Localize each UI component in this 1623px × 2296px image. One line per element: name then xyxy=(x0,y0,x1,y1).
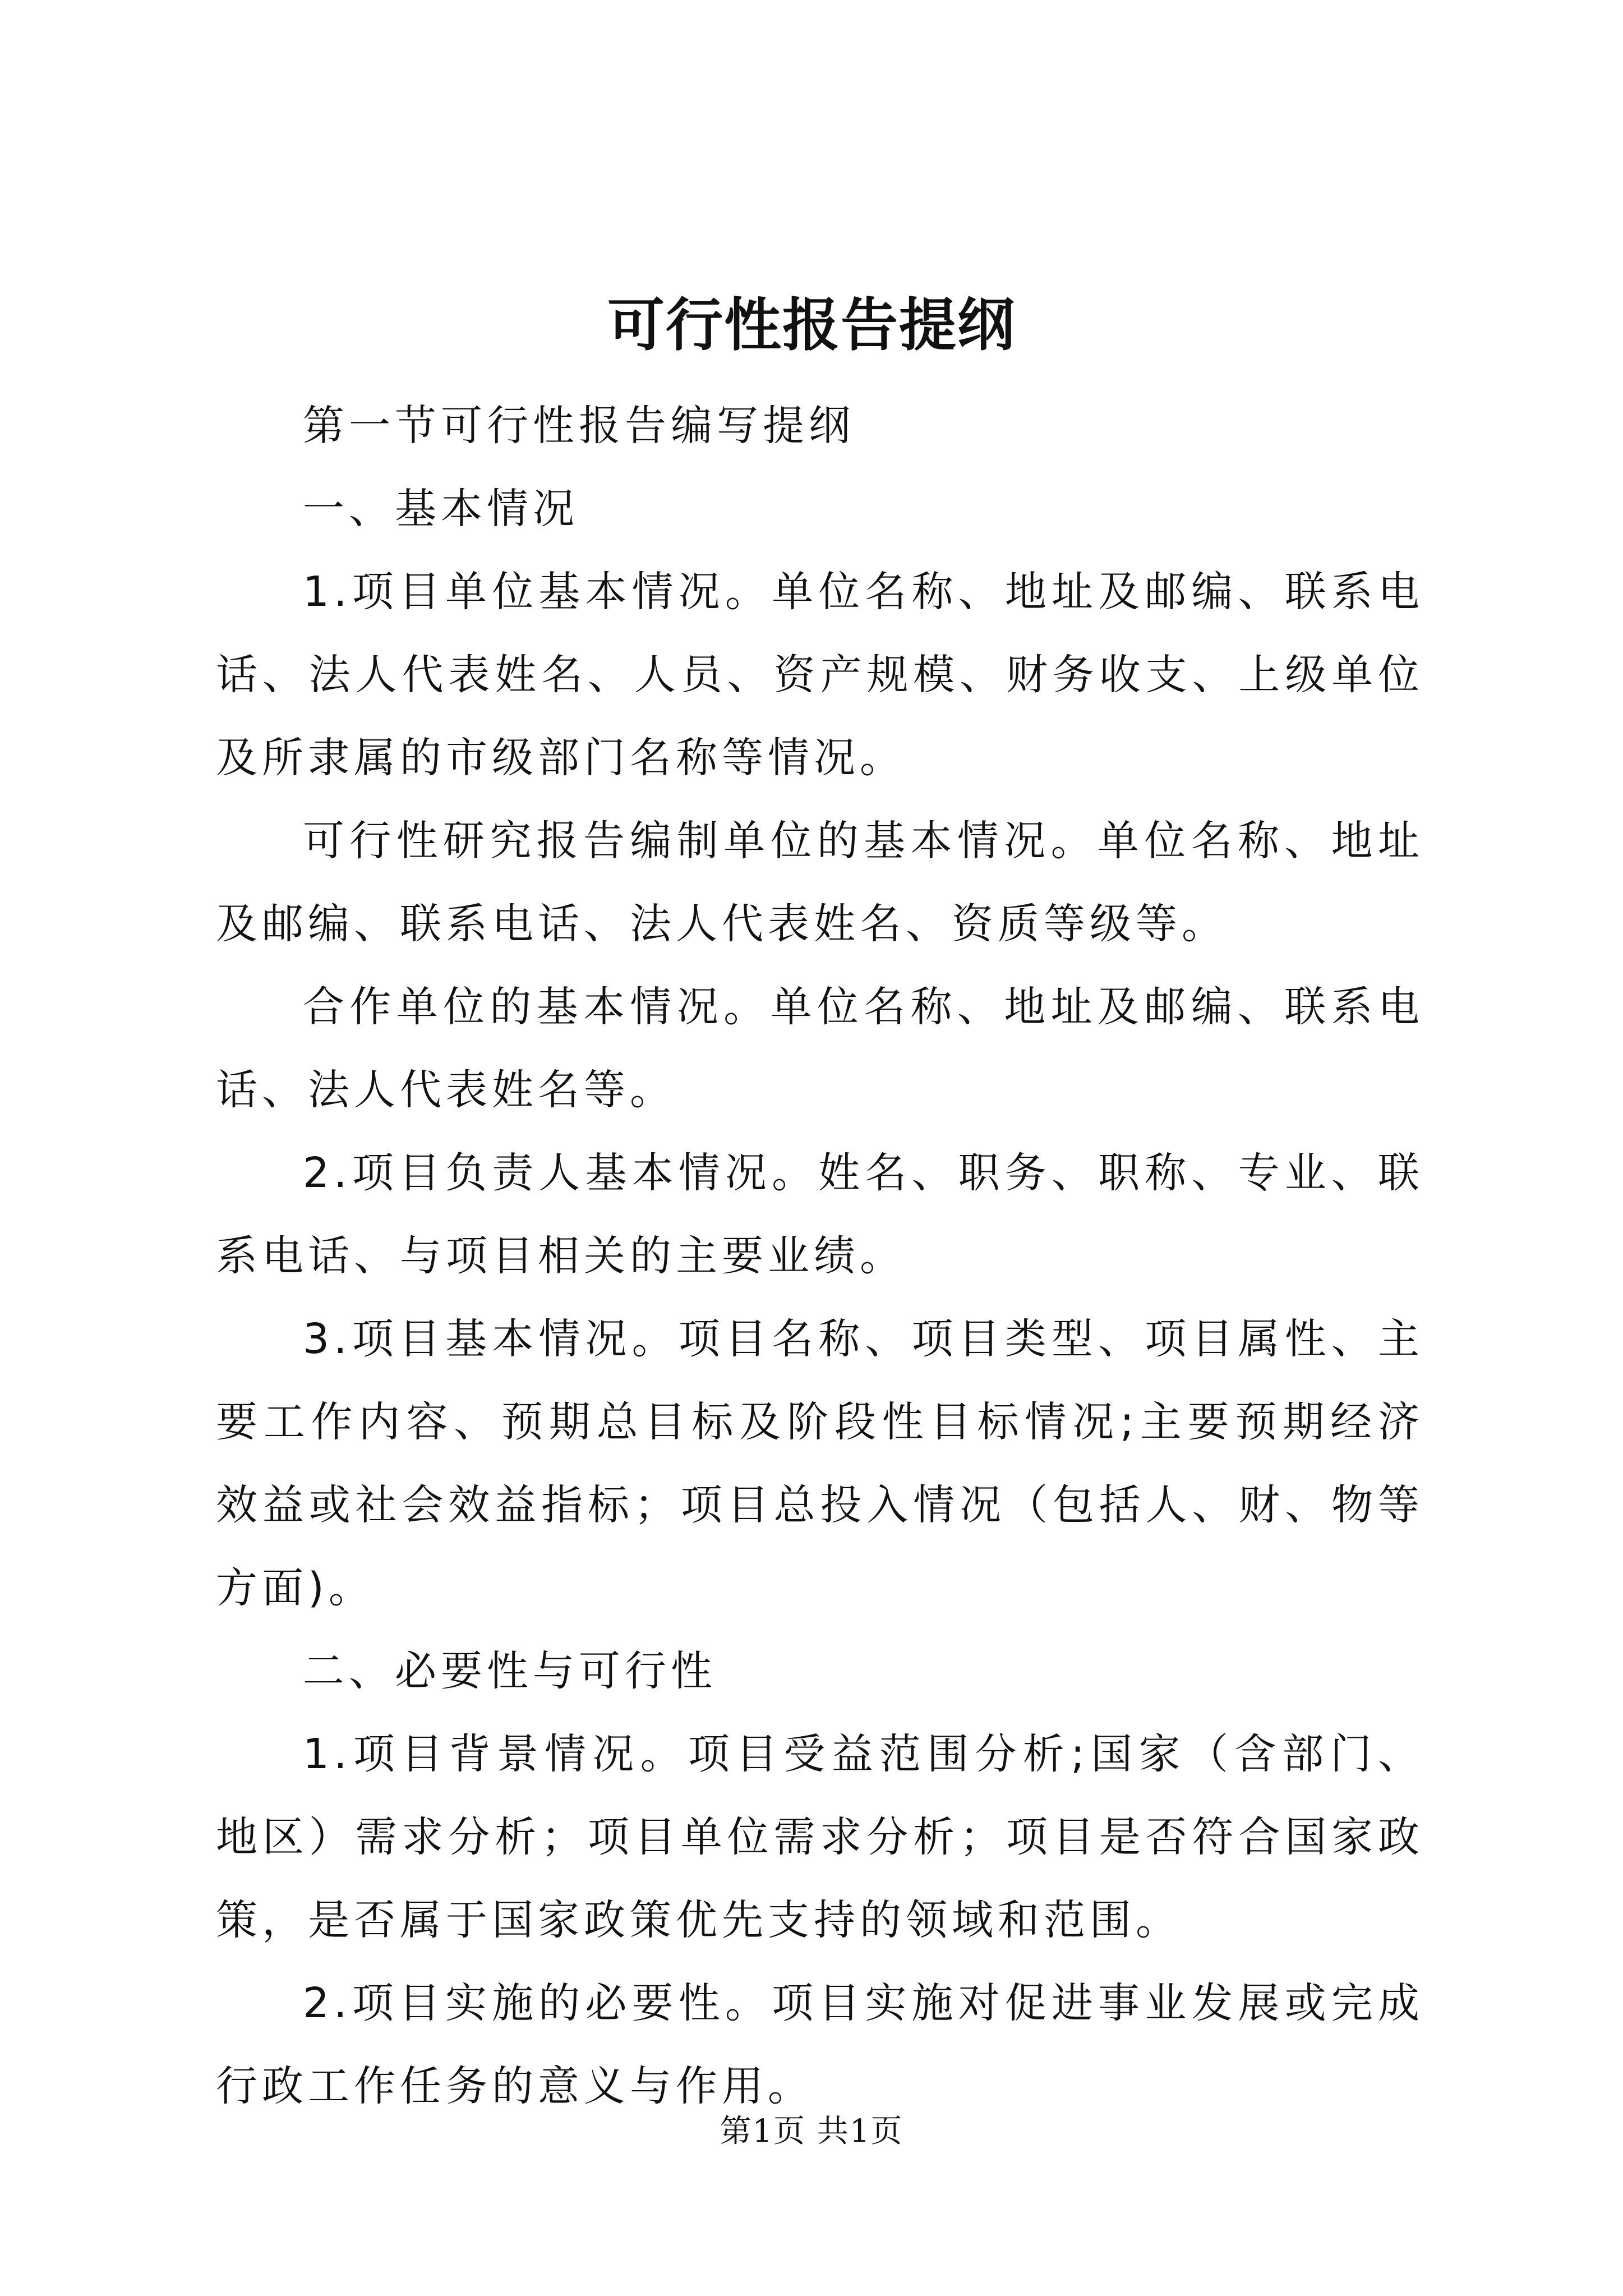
paragraph-report-unit-info: 可行性研究报告编制单位的基本情况。单位名称、地址及邮编、联系电话、法人代表姓名、资质等级等。 xyxy=(216,817,1424,948)
paragraph-project-basic-info: 3.项目基本情况。项目名称、项目类型、项目属性、主要工作内容、预期总目标及阶段性目标情况;主要预期经济效益或社会效益指标；项目总投入情况（包括人、财、物等方面)。 xyxy=(216,1315,1424,1612)
paragraph-project-unit-info: 1.项目单位基本情况。单位名称、地址及邮编、联系电话、法人代表姓名、人员、资产规模、财务收支、上级单位及所隶属的市级部门名称等情况。 xyxy=(216,568,1424,782)
document-body xyxy=(216,384,1424,2128)
paragraph-partner-unit-info: 合作单位的基本情况。单位名称、地址及邮编、联系电话、法人代表姓名等。 xyxy=(216,983,1424,1114)
paragraph-project-leader-info: 2.项目负责人基本情况。姓名、职务、职称、专业、联系电话、与项目相关的主要业绩。 xyxy=(216,1149,1424,1280)
paragraph-project-background: 1.项目背景情况。项目受益范围分析;国家（含部门、地区）需求分析；项目单位需求分析；项目是否符合国家政策，是否属于国家政策优先支持的领域和范围。 xyxy=(216,1730,1424,1944)
section-heading: 第一节可行性报告编写提纲 xyxy=(303,402,855,450)
subsection-heading-necessity: 二、必要性与可行性 xyxy=(303,1647,717,1695)
page-number-footer: 第1页 共1页 xyxy=(720,2113,903,2150)
document-title: 可行性报告提纲 xyxy=(607,292,1016,359)
paragraph-project-necessity: 2.项目实施的必要性。项目实施对促进事业发展或完成行政工作任务的意义与作用。 xyxy=(216,1979,1424,2110)
subsection-heading-basic-info: 一、基本情况 xyxy=(303,485,579,533)
